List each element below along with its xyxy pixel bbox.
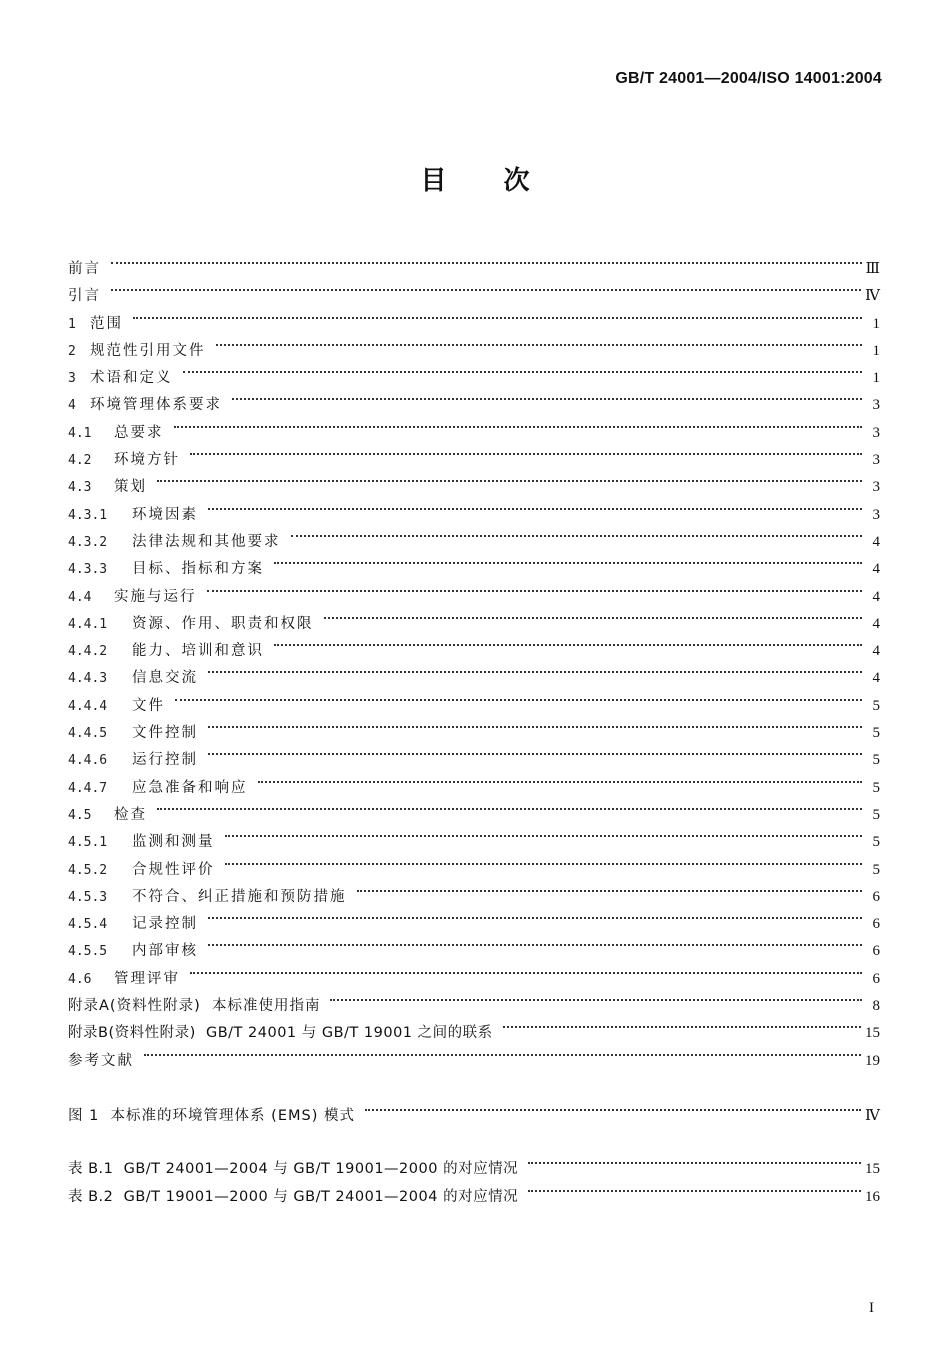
toc-entry-title: 信息交流 (132, 670, 198, 687)
dot-leader (208, 901, 862, 928)
toc-entry-2[interactable] (68, 328, 880, 359)
toc-entry-page: Ⅳ (865, 1107, 880, 1124)
toc-entry-title: 资源、作用、职责和权限 (132, 615, 314, 632)
dot-leader (232, 382, 862, 409)
toc-entry-figure-1[interactable] (68, 1093, 880, 1124)
toc-entry-number: 4.4.6 (68, 753, 108, 769)
dot-leader (183, 355, 863, 382)
dot-leader (291, 519, 863, 546)
toc-entry-title: 环境方针 (114, 452, 180, 469)
toc-entry-title: 文件 (132, 697, 165, 714)
toc-entry-page: 6 (872, 888, 880, 905)
toc-entry-title: 范围 (90, 315, 123, 332)
toc-entry-title: 目标、指标和方案 (132, 561, 264, 578)
dot-leader (144, 1038, 861, 1065)
toc-entry-title: 法律法规和其他要求 (132, 533, 281, 550)
toc-entry-page: 3 (872, 479, 880, 496)
toc-entry-number: 4.6 (68, 971, 92, 987)
toc-entry-page: 3 (872, 452, 880, 469)
toc-entry-title: 术语和定义 (90, 370, 173, 387)
toc-entry-page: Ⅲ (865, 261, 880, 277)
toc-entry-page: 4 (872, 533, 880, 550)
toc-entry-page: 5 (872, 834, 880, 851)
toc-entry-number: 1 (68, 316, 76, 332)
toc-entry-number: 4.5 (68, 807, 92, 823)
toc-entry-number: 4.5.4 (68, 917, 108, 933)
toc-entry-page: 1 (872, 315, 880, 332)
toc-entry-title: 文件控制 (132, 725, 198, 742)
toc-entry-page: 4 (872, 643, 880, 660)
dot-leader (274, 628, 862, 655)
dot-leader (357, 874, 863, 901)
toc-entry-title: 环境因素 (132, 506, 198, 523)
toc-entry-4-3-1[interactable] (68, 492, 880, 523)
dot-leader (190, 437, 862, 464)
toc-entry-title: 附录B(资料性附录) GB/T 24001 与 GB/T 19001 之间的联系 (68, 1025, 493, 1042)
toc-entry-title: 应急准备和响应 (132, 779, 248, 796)
dot-leader (216, 328, 863, 355)
toc-table-title: 表 B.2 GB/T 19001—2000 与 GB/T 24001—2004 的对应情况 (68, 1188, 519, 1205)
toc-entry-title: 运行控制 (132, 752, 198, 769)
toc-entry-page: 1 (872, 370, 880, 387)
toc-entry-page: 3 (872, 424, 880, 441)
toc-entry-4-3[interactable] (68, 464, 880, 496)
dot-leader (208, 928, 862, 955)
toc-entry-title: 环境管理体系要求 (90, 397, 222, 414)
toc-entry-4-5[interactable] (68, 792, 880, 823)
page-title-char-2: 次 (503, 166, 530, 196)
toc-entry-page: 8 (872, 998, 880, 1015)
dot-leader (111, 246, 862, 273)
toc-entry-page: 6 (872, 970, 880, 987)
dot-leader (175, 683, 862, 710)
dot-leader (225, 819, 863, 846)
toc-entry-number: 4.4.2 (68, 644, 108, 660)
standard-code-header: GB/T 24001—2004/ISO 14001:2004 (615, 70, 882, 87)
toc-entry-annex-a[interactable] (68, 983, 880, 1015)
toc-entry-page: 4 (872, 588, 880, 605)
toc-entry-page: 4 (872, 561, 880, 578)
toc-entry-number: 4.3.1 (68, 507, 108, 523)
toc-entry-number: 4.4.3 (68, 671, 108, 687)
dot-leader (207, 574, 863, 601)
toc-entry-number: 4.3 (68, 480, 92, 496)
toc-entry-number: 4.2 (68, 453, 92, 469)
page-number: I (869, 1300, 874, 1316)
dot-leader (324, 601, 863, 628)
toc-entry-title: 前言 (68, 261, 101, 277)
toc-entry-page: 19 (865, 1052, 880, 1069)
toc-entry-number: 4.5.1 (68, 835, 108, 851)
toc-entry-number: 4.5.5 (68, 944, 108, 960)
toc-entry-bibliography[interactable] (68, 1038, 880, 1069)
dot-leader (133, 301, 862, 328)
toc-entry-number: 4.4.7 (68, 780, 108, 796)
toc-entry-title: 检查 (114, 806, 147, 823)
toc-entry-title: 合规性评价 (132, 861, 215, 878)
toc-entry-page: 3 (872, 506, 880, 523)
toc-entry-title: 实施与运行 (114, 588, 197, 605)
toc-entry-page: 5 (872, 861, 880, 878)
toc-entry-4-2[interactable] (68, 437, 880, 469)
toc-entry-4-6[interactable] (68, 956, 880, 987)
toc-entry-title: 附录A(资料性附录) 本标准使用指南 (68, 998, 321, 1015)
dot-leader (528, 1174, 861, 1201)
dot-leader (258, 765, 863, 792)
toc-entry-4-5-1[interactable] (68, 819, 880, 851)
toc-table-title: 表 B.1 GB/T 24001—2004 与 GB/T 19001—2000 的对应情况 (68, 1161, 519, 1178)
dot-leader (365, 1093, 861, 1120)
dot-leader (157, 792, 862, 819)
dot-leader (208, 710, 862, 737)
dot-leader (274, 546, 862, 573)
toc-entry-page: 5 (872, 697, 880, 714)
toc-entry-page: 6 (872, 916, 880, 933)
toc-entry-number: 4.4 (68, 589, 92, 605)
toc-entry-4-4-4[interactable] (68, 683, 880, 714)
dot-leader (111, 273, 861, 300)
toc-entry-title: 内部审核 (132, 943, 198, 960)
toc-entry-page: 3 (872, 397, 880, 414)
toc-entry-page: 5 (872, 779, 880, 796)
dot-leader (330, 983, 862, 1010)
dot-leader (190, 956, 862, 983)
page-title (0, 160, 950, 197)
dot-leader (528, 1146, 861, 1173)
toc-entry-title: 规范性引用文件 (90, 342, 206, 359)
toc-entry-page: 4 (872, 670, 880, 687)
toc-entry-title: 管理评审 (114, 970, 180, 987)
toc-entry-page: 15 (865, 1025, 880, 1042)
toc-entry-4-4-5[interactable] (68, 710, 880, 742)
toc-entry-title: 参考文献 (68, 1052, 134, 1069)
table-of-contents (68, 246, 880, 1205)
toc-entry-page: Ⅳ (865, 288, 880, 305)
toc-entry-number: 2 (68, 343, 76, 359)
toc-entry-number: 4.4.4 (68, 698, 108, 714)
dot-leader (208, 737, 862, 764)
toc-entry-page: 5 (872, 752, 880, 769)
toc-entry-title: 总要求 (114, 424, 164, 441)
toc-entry-title: 引言 (68, 288, 101, 305)
toc-entry-title: 监测和测量 (132, 834, 215, 851)
toc-entry-page: 5 (872, 725, 880, 742)
toc-entry-number: 4.1 (68, 425, 92, 441)
toc-figure-title: 图 1 本标准的环境管理体系 (EMS) 模式 (68, 1107, 355, 1124)
toc-entry-page: 16 (865, 1188, 880, 1205)
toc-entry-number: 4 (68, 398, 76, 414)
dot-leader (208, 655, 862, 682)
toc-entry-1[interactable] (68, 301, 880, 332)
toc-entry-number: 4.4.1 (68, 616, 108, 632)
toc-entry-page: 4 (872, 615, 880, 632)
toc-entry-number: 4.3.2 (68, 534, 108, 550)
toc-entry-4[interactable] (68, 382, 880, 414)
toc-entry-title: 记录控制 (132, 916, 198, 933)
dot-leader (157, 464, 862, 491)
page-title-char-1: 目 (420, 166, 447, 196)
toc-entry-number: 4.5.3 (68, 889, 108, 905)
toc-entry-number: 4.3.3 (68, 562, 108, 578)
toc-entry-page: 6 (872, 943, 880, 960)
toc-entry-title: 不符合、纠正措施和预防措施 (132, 888, 347, 905)
dot-leader (225, 847, 863, 874)
dot-leader (503, 1010, 861, 1037)
toc-entry-number: 4.5.2 (68, 862, 108, 878)
toc-entry-number: 3 (68, 371, 76, 387)
toc-entry-page: 5 (872, 806, 880, 823)
dot-leader (208, 492, 862, 519)
toc-entry-introduction[interactable] (68, 273, 880, 305)
toc-entry-3[interactable] (68, 355, 880, 387)
section-spacer (68, 1065, 880, 1093)
toc-entry-title: 能力、培训和意识 (132, 643, 264, 660)
toc-entry-table-b1[interactable] (68, 1146, 880, 1178)
toc-entry-number: 4.4.5 (68, 726, 108, 742)
toc-entry-page: 15 (865, 1161, 880, 1178)
toc-entry-page: 1 (872, 342, 880, 359)
toc-entry-foreword[interactable] (68, 246, 880, 277)
toc-entry-title: 策划 (114, 479, 147, 496)
toc-entry-4-1[interactable] (68, 410, 880, 441)
dot-leader (174, 410, 863, 437)
